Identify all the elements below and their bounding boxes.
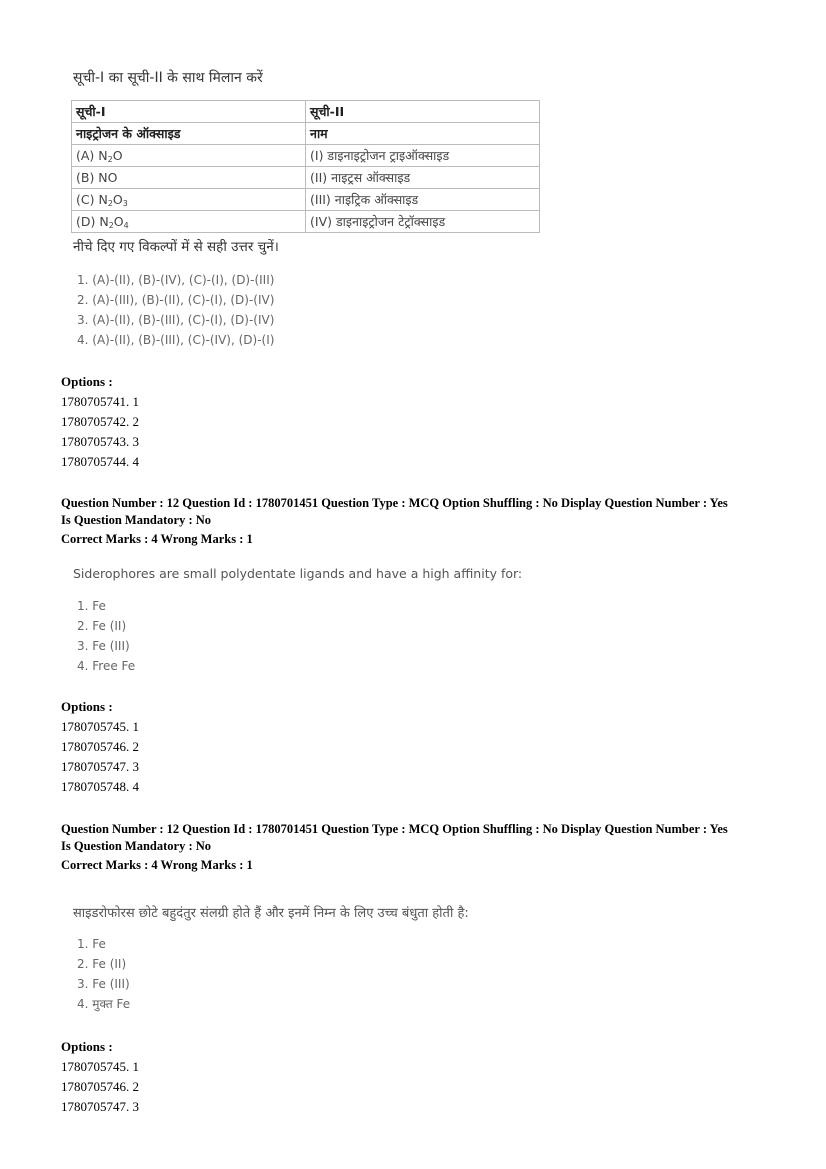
table-row xyxy=(72,189,540,211)
option-id: 1780705746. 2 xyxy=(61,1079,139,1094)
table-cell: (C) $N_2O_3$ xyxy=(72,189,306,211)
instruction-text: नीचे दिए गए विकल्पों में से सही उत्तर चुनें। xyxy=(73,239,279,255)
option-id: 1780705741. 1 xyxy=(61,394,139,409)
choice-item: 4. मुक्त Fe xyxy=(77,997,131,1011)
choice-item: 2. (A)-(III), (B)-(II), (C)-(I), (D)-(IV) xyxy=(77,293,275,307)
answer-choices xyxy=(77,270,274,350)
table-header-cell: सूची-I xyxy=(72,101,306,123)
options-label: Options : xyxy=(61,1039,113,1054)
question-meta xyxy=(61,495,781,548)
table-cell: (II) नाइट्रस ऑक्साइड xyxy=(306,167,540,189)
option-id: 1780705742. 2 xyxy=(61,414,139,429)
options-label: Options : xyxy=(61,374,113,389)
table-subheader-row xyxy=(72,123,540,145)
option-id: 1780705745. 1 xyxy=(61,1059,139,1074)
choice-item: 1. Fe xyxy=(77,599,106,613)
choice-item: 2. Fe (II) xyxy=(77,957,127,971)
answer-choices xyxy=(77,934,130,1014)
table-cell: (D) $N_2O_4$ xyxy=(72,211,306,233)
option-id: 1780705744. 4 xyxy=(61,454,139,469)
choice-item: 1. (A)-(II), (B)-(IV), (C)-(I), (D)-(III) xyxy=(77,273,275,287)
options-label: Options : xyxy=(61,699,113,714)
question-title: सूची-I का सूची-II के साथ मिलान करें xyxy=(73,70,263,86)
question-mandatory: Is Question Mandatory : No xyxy=(61,512,212,527)
option-id: 1780705747. 3 xyxy=(61,759,139,774)
table-cell: (III) नाइट्रिक ऑक्साइड xyxy=(306,189,540,211)
table-cell: (B) NO xyxy=(72,167,306,189)
question-meta xyxy=(61,821,781,874)
option-id: 1780705745. 1 xyxy=(61,719,139,734)
choice-item: 3. (A)-(II), (B)-(III), (C)-(I), (D)-(IV) xyxy=(77,313,275,327)
question-marks: Correct Marks : 4 Wrong Marks : 1 xyxy=(61,532,253,546)
choice-item: 4. (A)-(II), (B)-(III), (C)-(IV), (D)-(I) xyxy=(77,333,275,347)
table-row xyxy=(72,167,540,189)
choice-item: 3. Fe (III) xyxy=(77,639,130,653)
choice-item: 2. Fe (II) xyxy=(77,619,127,633)
choice-item: 1. Fe xyxy=(77,937,106,951)
option-id: 1780705747. 3 xyxy=(61,1099,139,1114)
table-header-cell: सूची-II xyxy=(306,101,540,123)
table-row xyxy=(72,145,540,167)
question-stem: साइडरोफोरस छोटे बहुदंतुर संलग्री होते हैं और इनमें निम्न के लिए उच्च बंधुता होती है: xyxy=(73,906,469,921)
match-table xyxy=(71,100,540,233)
options-block xyxy=(61,697,139,797)
table-header-row xyxy=(72,101,540,123)
table-subheader-cell: नाम xyxy=(306,123,540,145)
question-meta-line: Question Number : 12 Question Id : 1780701451 Question Type : MCQ Option Shuffling : No Display Question Number : Yes xyxy=(61,496,728,510)
option-id: 1780705743. 3 xyxy=(61,434,139,449)
option-id: 1780705746. 2 xyxy=(61,739,139,754)
choice-item: 4. Free Fe xyxy=(77,659,136,673)
table-subheader-cell: नाइट्रोजन के ऑक्साइड xyxy=(72,123,306,145)
table-cell: (A) $N_2O$ xyxy=(72,145,306,167)
table-cell: (IV) डाइनाइट्रोजन टेट्रॉक्साइड xyxy=(306,211,540,233)
answer-choices xyxy=(77,596,135,676)
table-cell: (I) डाइनाइट्रोजन ट्राइऑक्साइड xyxy=(306,145,540,167)
table-row xyxy=(72,211,540,233)
choice-item: 3. Fe (III) xyxy=(77,977,130,991)
question-stem: Siderophores are small polydentate ligands and have a high affinity for: xyxy=(73,566,523,581)
options-block xyxy=(61,372,139,472)
question-meta-line: Question Number : 12 Question Id : 1780701451 Question Type : MCQ Option Shuffling : No Display Question Number : Yes xyxy=(61,822,728,836)
question-marks: Correct Marks : 4 Wrong Marks : 1 xyxy=(61,858,253,872)
option-id: 1780705748. 4 xyxy=(61,779,139,794)
question-mandatory: Is Question Mandatory : No xyxy=(61,838,212,853)
options-block xyxy=(61,1037,139,1117)
